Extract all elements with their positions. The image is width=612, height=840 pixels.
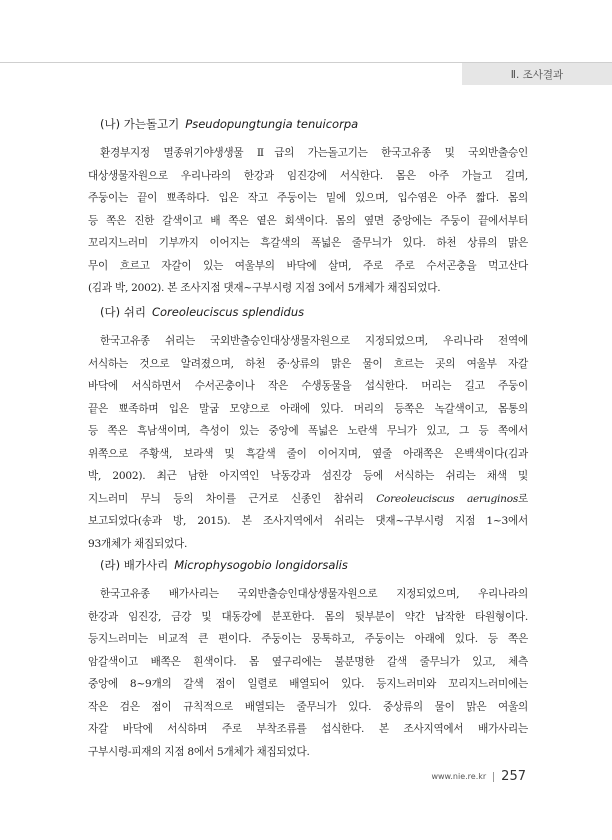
heading-korean: (라) 배가사리 [100, 558, 169, 572]
inline-scientific-name: Coreoleuciscus aeruginos [376, 492, 519, 505]
paragraph-line: 암갈색이고 배쪽은 흰색이다. 몸 옆구리에는 불분명한 갈색 줄무늬가 있고, 체측 [88, 655, 528, 668]
chapter-label: Ⅱ. 조사결과 [510, 68, 564, 81]
heading-korean: (다) 쉬리 [100, 305, 146, 319]
footer-divider [493, 772, 494, 782]
paragraph-line: 대상생물자원으로 우리나라의 한강과 임진강에 서식한다. 몸은 아주 가늘고 길며, [88, 169, 528, 182]
section-heading [100, 114, 528, 134]
paragraph-line: 보고되었다(송과 방, 2015). 본 조사지역에서 쉬리는 댓재~구부시령 지점 1~3에서 [88, 515, 528, 527]
paragraph-line: 지느러미 무늬 등의 차이를 근거로 신종인 참쉬리 Coreoleuciscus aeruginos로 [88, 492, 528, 505]
page-footer [431, 769, 526, 784]
heading-scientific-name: Pseudopungtungia tenuicorpa [185, 117, 359, 131]
page-number: 257 [501, 769, 526, 784]
heading-scientific-name: Coreoleuciscus splendidus [151, 305, 305, 319]
chapter-header-tab [462, 63, 612, 85]
section-heading [100, 302, 528, 322]
page-top-margin [0, 0, 612, 38]
paragraph-line: 등지느러미는 비교적 큰 편이다. 주둥이는 뭉툭하고, 주둥이는 아래에 있다. 등 쪽은 [88, 633, 528, 645]
paragraph-line: 자갈 바닥에 서식하며 주로 부착조류를 섭식한다. 본 조사지역에서 배가사리는 [88, 723, 528, 735]
paragraph-line: 꼬리지느러미 기부까지 이어지는 흑갈색의 폭넓은 줄무늬가 있다. 하천 상류의 맑은 [88, 237, 528, 249]
paragraph-line: 무이 흐르고 자갈이 있는 여울부의 바닥에 살며, 주로 주로 수서곤충을 먹고산다 [88, 259, 528, 272]
section-swiri [88, 302, 528, 555]
heading-korean: (나) 가는돌고기 [100, 117, 180, 131]
paragraph-line: 작은 검은 점이 규칙적으로 배열되는 줄무늬가 있다. 중상류의 물이 맑은 여울의 [88, 700, 528, 713]
paragraph-line: 중앙에 8~9개의 갈색 점이 일렬로 배열되어 있다. 등지느러미와 꼬리지느러미에는 [88, 678, 528, 690]
paragraph-line: 위쪽으로 주황색, 보라색 및 흑갈색 줄이 이어지며, 옆줄 아래쪽은 은백색이다(김과 [88, 447, 528, 460]
paragraph-line: 바닥에 서식하면서 수서곤충이나 작은 수생동물을 섭식한다. 머리는 길고 주둥이 [88, 380, 528, 392]
paragraph-line: 등 쪽은 진한 갈색이고 배 쪽은 옅은 회색이다. 몸의 옆면 중앙에는 주둥이 끝에서부터 [88, 214, 528, 227]
paragraph-line: 끝은 뾰족하며 입은 말굽 모양으로 아래에 있다. 머리의 등쪽은 녹갈색이고, 몸통의 [88, 402, 528, 415]
section-heading [100, 555, 528, 575]
paragraph-line: 구부시령-피재의 지점 8에서 5개체가 채집되었다. [88, 745, 310, 758]
paragraph-line: 서식하는 것으로 알려졌으며, 하천 중·상류의 맑은 물이 흐르는 곳의 여울부 자갈 [88, 357, 528, 370]
paragraph-line: 93개체가 채집되었다. [88, 537, 188, 550]
paragraph-line: 환경부지정 멸종위기야생생물 Ⅱ급의 가는돌고기는 한국고유종 및 국외반출승인 [100, 147, 528, 159]
paragraph-line: 한국고유종 쉬리는 국외반출승인대상생물자원으로 지정되었으며, 우리나라 전역에 [100, 335, 528, 347]
paragraph-line: 등 쪽은 흑남색이며, 측성이 있는 중앙에 폭넓은 노란색 무늬가 있고, 그 등 쪽에서 [88, 425, 528, 437]
footer-url: www.nie.re.kr [431, 772, 487, 781]
paragraph-line: 주둥이는 끝이 뾰족하다. 입은 작고 주둥이는 밑에 있으며, 입수염은 아주 짧다. 몸의 [88, 192, 528, 204]
heading-scientific-name: Microphysogobio longidorsalis [174, 558, 348, 572]
paragraph-line: 한국고유종 배가사리는 국외반출승인대상생물자원으로 지정되었으며, 우리나라의 [100, 588, 528, 600]
paragraph-line: 박, 2002). 최근 남한 아지역인 낙동강과 섬진강 등에 서식하는 쉬리는 채색 및 [88, 470, 528, 482]
paragraph-line: 한강과 임진강, 금강 및 대동강에 분포한다. 몸의 뒷부분이 약간 납작한 타원형이다. [88, 610, 528, 623]
section-baegasari [88, 555, 528, 763]
section-ganeun-dolgogi [88, 114, 528, 300]
paragraph-line: (김과 박, 2002). 본 조사지점 댓재~구부시령 지점 3에서 5개체가 채집되었다. [88, 282, 441, 294]
